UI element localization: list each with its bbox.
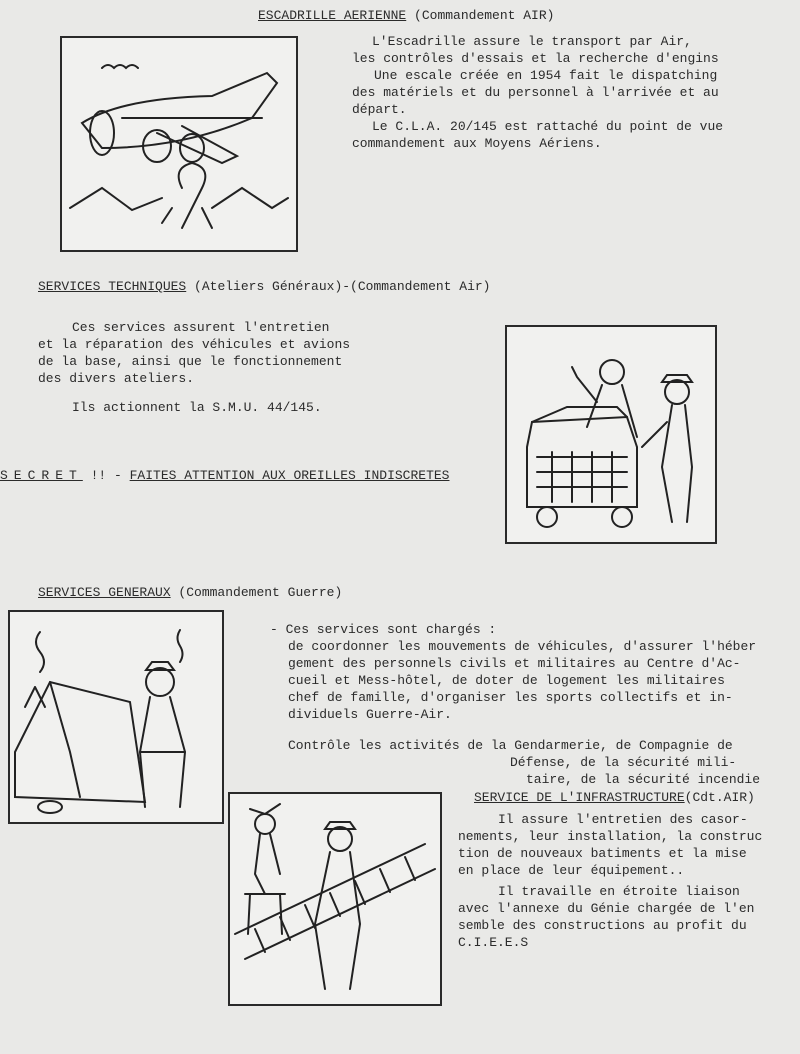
airplane-drawing xyxy=(62,38,296,250)
section1-line-6: Le C.L.A. 20/145 est rattaché du point de vue xyxy=(372,119,724,134)
section1-line-5: départ. xyxy=(352,102,407,117)
section1-line-2: les contrôles d'essais et la recherche d'engins xyxy=(352,51,719,66)
secret-warning xyxy=(0,468,449,484)
section2-line-2: et la réparation des véhicules et avions xyxy=(38,337,351,352)
ladder-workers-illustration xyxy=(228,792,442,1006)
jeep-drawing xyxy=(507,327,715,542)
section3-line-5: chef de famille, d'organiser les sports collectifs et in- xyxy=(288,690,733,705)
secret-separator: !! - xyxy=(82,468,130,483)
jeep-illustration xyxy=(505,325,717,544)
section3-line-6: dividuels Guerre-Air. xyxy=(288,707,452,722)
section4-line-5: Il travaille en étroite liaison xyxy=(498,884,740,899)
ladder-workers-drawing xyxy=(230,794,440,1004)
section4-line-1: Il assure l'entretien des casor- xyxy=(498,812,748,827)
section3-line-4: cueil et Mess-hôtel, de doter de logement les militaires xyxy=(288,673,725,688)
section3-line-2: de coordonner les mouvements de véhicules, d'assurer l'héber xyxy=(288,639,757,654)
secret-word: SECRET xyxy=(0,468,83,483)
section1-line-3: Une escale créée en 1954 fait le dispatching xyxy=(374,68,718,83)
section3-control-line-3: taire, de la sécurité incendie xyxy=(526,772,761,787)
section2-heading xyxy=(38,279,490,295)
section4-line-2: nements, leur installation, la construc xyxy=(458,829,763,844)
section3-line-1: - Ces services sont chargés : xyxy=(270,622,497,637)
section4-heading-title: SERVICE DE L'INFRASTRUCTURE xyxy=(474,790,685,805)
section3-heading-title: SERVICES GENERAUX xyxy=(38,585,171,600)
section1-heading-command: (Commandement AIR) xyxy=(406,8,555,23)
tent-soldier-illustration xyxy=(8,610,224,824)
section1-line-7: commandement aux Moyens Aériens. xyxy=(352,136,602,151)
section2-line-1: Ces services assurent l'entretien xyxy=(72,320,330,335)
section1-heading xyxy=(258,8,554,24)
section4-line-4: en place de leur équipement.. xyxy=(458,863,685,878)
airplane-illustration xyxy=(60,36,298,252)
section4-line-7: semble des constructions au profit du xyxy=(458,918,747,933)
section1-heading-title: ESCADRILLE AERIENNE xyxy=(258,8,407,23)
secret-message: FAITES ATTENTION AUX OREILLES INDISCRETES xyxy=(129,468,450,483)
section2-heading-title: SERVICES TECHNIQUES xyxy=(38,279,187,294)
section3-heading xyxy=(38,585,342,601)
section3-control-line-2: Défense, de la sécurité mili- xyxy=(510,755,737,770)
section3-line-3: gement des personnels civils et militaires au Centre d'Ac- xyxy=(288,656,741,671)
section2-line-5: Ils actionnent la S.M.U. 44/145. xyxy=(72,400,322,415)
section4-line-6: avec l'annexe du Génie chargée de l'en xyxy=(458,901,755,916)
tent-soldier-drawing xyxy=(10,612,222,822)
section4-heading xyxy=(474,790,755,806)
section3-control-line-1: Contrôle les activités de la Gendarmerie, de Compagnie de xyxy=(288,738,733,753)
section4-line-3: tion de nouveaux batiments et la mise xyxy=(458,846,747,861)
section1-line-4: des matériels et du personnel à l'arrivée et au xyxy=(352,85,719,100)
section4-line-8: C.I.E.E.S xyxy=(458,935,529,950)
section4-heading-command: (Cdt.AIR) xyxy=(684,790,755,805)
section1-line-1: L'Escadrille assure le transport par Air, xyxy=(372,34,692,49)
section3-heading-command: (Commandement Guerre) xyxy=(170,585,343,600)
section2-heading-command: (Ateliers Généraux)-(Commandement Air) xyxy=(186,279,491,294)
section2-line-3: de la base, ainsi que le fonctionnement xyxy=(38,354,343,369)
section2-line-4: des divers ateliers. xyxy=(38,371,195,386)
